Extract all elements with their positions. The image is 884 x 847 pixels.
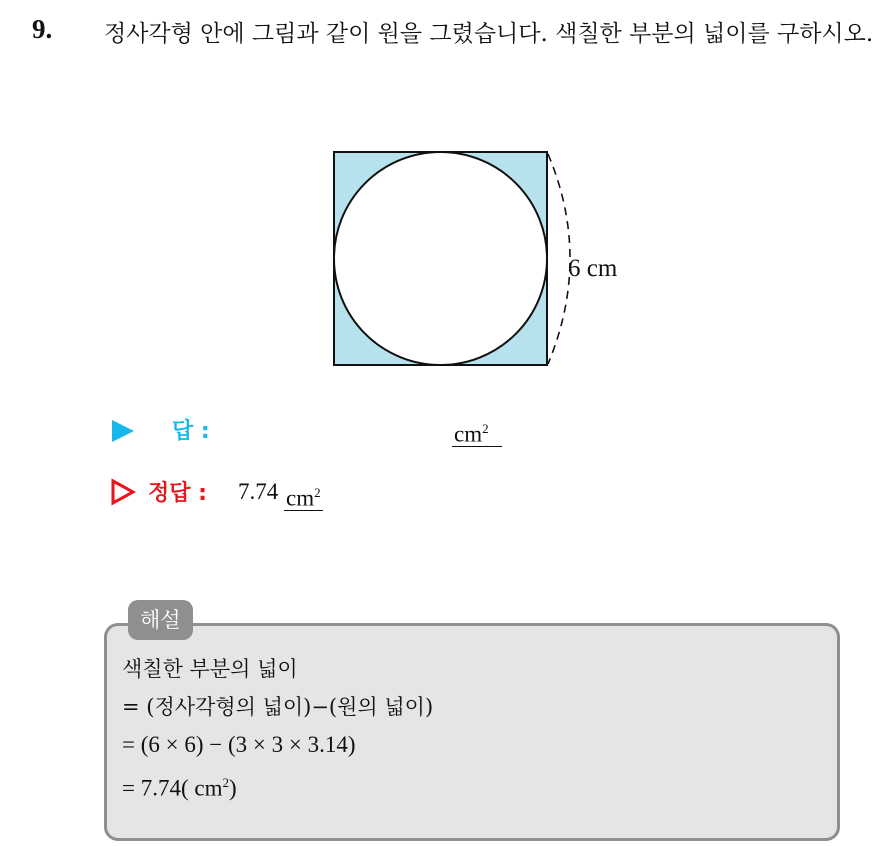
square-circle-diagram <box>320 140 660 380</box>
correct-answer-value: 7.74 <box>238 479 279 504</box>
solution-final-exp: 2 <box>222 775 229 790</box>
dimension-arc <box>548 154 570 364</box>
figure <box>320 140 660 384</box>
solution-final-close: ) <box>228 775 237 801</box>
answer-label: 답 : <box>172 419 210 444</box>
side-length-label: 6 cm <box>568 255 618 282</box>
play-marker-icon <box>110 418 136 444</box>
solution-line: 색칠한 부분의 넓이 <box>122 657 298 681</box>
solution-line: = (정사각형의 넓이)−(원의 넓이) <box>122 695 434 719</box>
correct-answer-unit-wrap <box>284 482 323 511</box>
solution-lines <box>122 650 433 808</box>
solution-line-final <box>122 764 433 808</box>
solution-final-text: = 7.74( cm <box>122 775 223 801</box>
question-number: 9. <box>32 14 53 44</box>
inscribed-circle <box>334 152 547 365</box>
correct-answer-unit-exp: 2 <box>314 485 321 500</box>
correct-answer-unit: cm <box>286 485 315 511</box>
question-text: 정사각형 안에 그림과 같이 원을 그렸습니다. 색칠한 부분의 넓이를 구하시오. <box>104 21 874 47</box>
outline-play-marker-icon <box>110 478 136 506</box>
solution-line: = (6 × 6) − (3 × 3 × 3.14) <box>122 732 356 757</box>
answer-blank-unit[interactable] <box>452 418 502 447</box>
answer-unit: cm <box>454 421 483 447</box>
correct-answer-label: 정답 : <box>148 481 207 506</box>
answer-unit-exp: 2 <box>482 421 489 436</box>
solution-tag: 해설 <box>128 600 193 640</box>
